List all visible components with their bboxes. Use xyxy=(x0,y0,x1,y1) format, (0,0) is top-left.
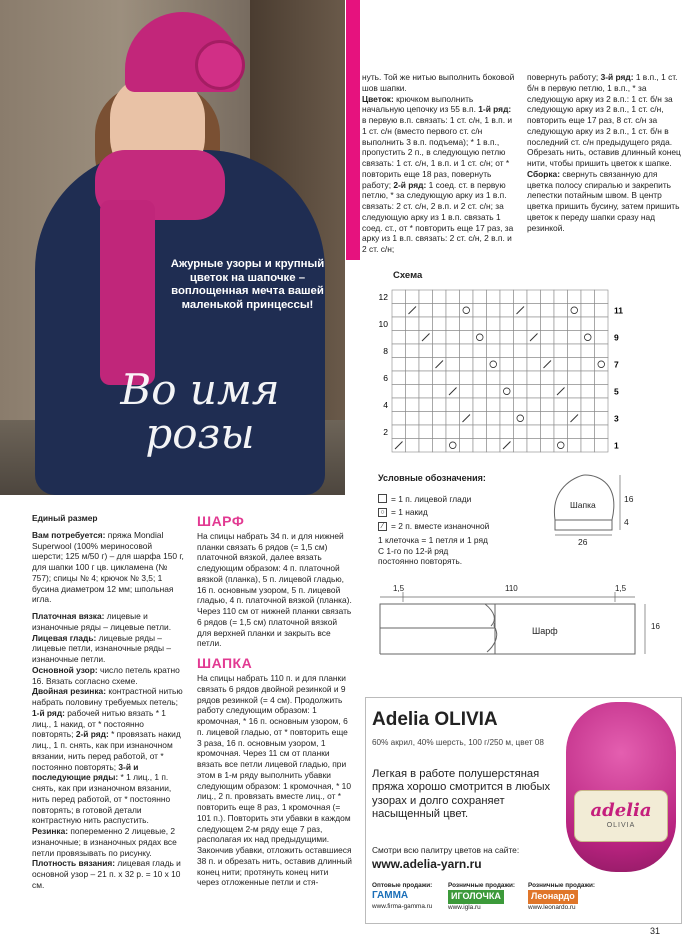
chart-cell xyxy=(500,358,514,372)
chart-cell xyxy=(527,371,541,385)
chart-cell xyxy=(568,331,582,345)
row3-label: 3-й ряд: xyxy=(600,72,634,82)
chart-cell xyxy=(392,371,406,385)
rib-text: попеременно 2 лицевые, 2 изнаночные; в изнаночных рядах все петли провязывать по рисунку. xyxy=(32,826,177,858)
chart-cell xyxy=(406,290,420,304)
chart-cell xyxy=(473,331,487,345)
chart-cell xyxy=(446,331,460,345)
chart-cell xyxy=(554,398,568,412)
chart-cell xyxy=(554,439,568,453)
chart-cell xyxy=(554,371,568,385)
chart-row-label: 12 xyxy=(378,292,388,302)
chart-cell xyxy=(419,398,433,412)
retail2-site[interactable]: www.leonardo.ru xyxy=(528,903,576,911)
chart-cell xyxy=(595,385,609,399)
scarf-dim-mid: 110 xyxy=(505,584,518,593)
chart-cell xyxy=(433,290,447,304)
chart-cell xyxy=(541,439,555,453)
chart-cell xyxy=(595,344,609,358)
chart-cell xyxy=(568,290,582,304)
chart-cell xyxy=(406,371,420,385)
chart-cell xyxy=(460,371,474,385)
chart-cell xyxy=(433,317,447,331)
chart-cell xyxy=(419,304,433,318)
chart-cell xyxy=(568,398,582,412)
legend xyxy=(378,473,538,567)
chart-cell xyxy=(487,344,501,358)
chart-cell xyxy=(460,439,474,453)
wholesale-label: Оптовые продажи: xyxy=(372,882,433,889)
chart-cell xyxy=(406,317,420,331)
skein-name: OLIVIA xyxy=(606,822,636,830)
rib-row1-label: 1-й ряд: xyxy=(32,707,65,718)
chart-cell xyxy=(473,344,487,358)
chart-cell xyxy=(581,439,595,453)
chart-row-label: 11 xyxy=(614,305,623,316)
garter-label: Платочная вязка: xyxy=(32,611,105,621)
ad-brand: Adelia xyxy=(372,709,430,730)
yarn-skein xyxy=(566,702,676,872)
chart-cell xyxy=(446,439,460,453)
chart-cell xyxy=(473,304,487,318)
chart-cell xyxy=(514,344,528,358)
chart-cell xyxy=(595,304,609,318)
chart-cell xyxy=(473,439,487,453)
rib-row3-text: * 1 лиц., 1 п. снять, как при изнаночном вязании, нить перед работой, от * постоянно повторять; в готовой детали контрастную нить распустить. xyxy=(32,772,172,826)
chart-cell xyxy=(554,331,568,345)
assembly-text: свернуть связанную для цветка полосу спиралью и закрепить лепестки потайным швом. В центр цветка пришить бусину, затем пришить цветок к переду шапки сразу над резинкой. xyxy=(527,168,680,233)
legend-yo: ○ = 1 накид xyxy=(378,507,538,518)
gauge-label: Плотность вязания: xyxy=(32,858,116,869)
chart-cell xyxy=(473,385,487,399)
chart-cell xyxy=(446,304,460,318)
chart-cell xyxy=(595,412,609,426)
chart-cell xyxy=(473,425,487,439)
double-rib-label: Двойная резинка: xyxy=(32,686,106,697)
double-rib-text: контрастной нитью набрать половину требуемых петель; xyxy=(32,686,183,707)
chart-cell xyxy=(581,290,595,304)
chart-cell xyxy=(419,371,433,385)
retail2-name: Леонардо xyxy=(528,890,578,904)
flower-instructions xyxy=(362,72,516,255)
chart-cell xyxy=(406,344,420,358)
chart-cell xyxy=(581,358,595,372)
chart-cell xyxy=(406,358,420,372)
chart-cell xyxy=(514,358,528,372)
chart-row-label: 1 xyxy=(614,440,619,451)
chart-cell xyxy=(406,385,420,399)
chart-cell xyxy=(514,371,528,385)
chart-cell xyxy=(446,358,460,372)
chart-cell xyxy=(514,425,528,439)
chart-cell xyxy=(487,317,501,331)
chart-cell xyxy=(527,344,541,358)
chart-cell xyxy=(460,358,474,372)
article-title xyxy=(60,365,340,459)
chart-cell xyxy=(500,412,514,426)
ad-site-note: Смотри всю палитру цветов на сайте: xyxy=(372,845,520,855)
schema-title: Схема xyxy=(393,270,423,281)
chart-cell xyxy=(419,385,433,399)
chart-cell xyxy=(554,317,568,331)
hat-dim-16: 16 xyxy=(624,494,634,504)
chart-cell xyxy=(500,344,514,358)
chart-cell xyxy=(568,385,582,399)
chart-cell xyxy=(595,371,609,385)
chart-cell xyxy=(487,290,501,304)
hat-label: Шапка xyxy=(570,500,596,510)
chart-cell xyxy=(392,425,406,439)
chart-cell xyxy=(541,425,555,439)
ad-retail2 xyxy=(528,882,600,920)
row1-text: в первую в.п. связать: 1 ст. с/н, 1 в.п. и 1 ст. с/н (вместо первого ст. с/н выполнить 3 в.п. подъема); * 1 в.п., пропустить 2 п., в следующую петлю связать: 1 ст. с/н, 1 в.п. и 1 ст. с/н; от * повторить еще 18 раз, повернуть работу; xyxy=(362,115,513,190)
scarf-hat-column xyxy=(197,511,352,888)
chart-cell xyxy=(392,398,406,412)
needed-label: Вам потребуется: xyxy=(32,529,106,540)
legend-title: Условные обозначения: xyxy=(378,473,486,483)
row3-text: 1 в.п., 1 ст. б/н в первую петлю, 1 в.п., * за следующую арку из 2 в.п.: 1 ст. б/н за следующую арку из 2 в.п., 1 ст. с/н, повторить еще 17 раз, 8 ст. с/н за следующую арку из 2 в.п., 1 ст. б/н в последний ст. с/н предыдущего ряда. Обрезать нить, оставив длинный конец нити, чтобы пришить цветок к шапке. xyxy=(527,72,681,168)
chart-cell xyxy=(419,425,433,439)
chart-cell xyxy=(541,290,555,304)
chart-row-label: 8 xyxy=(383,346,388,356)
chart-cell xyxy=(581,371,595,385)
chart-cell xyxy=(433,439,447,453)
chart-cell xyxy=(554,425,568,439)
row2-label: 2-й ряд: xyxy=(393,179,427,190)
chart-cell xyxy=(581,385,595,399)
ad-wholesale xyxy=(372,882,440,920)
flower-instructions-cont xyxy=(527,72,681,233)
wholesale-name: ГАММА xyxy=(372,890,409,902)
chart-cell xyxy=(446,371,460,385)
chart-cell xyxy=(500,385,514,399)
chart-cell xyxy=(581,331,595,345)
chart-cell xyxy=(541,317,555,331)
retail1-name: ИГОЛОЧКА xyxy=(448,890,504,904)
chart-cell xyxy=(514,385,528,399)
chart-cell xyxy=(433,385,447,399)
chart-cell xyxy=(460,317,474,331)
row2-text: 1 соед. ст. в первую петлю, * за следующую арку из 1 в.п. связать: 2 ст. с/н, 2 в.п. и 2 ст. с/н; за следующую арку из 1 в.п. связать 1 соед. ст., от * повторить еще 17 раз, за арку из 1 в.п. связать: 2 ст. с/н, 2 в.п. и 2 ст. с/н; xyxy=(362,179,514,254)
materials-column xyxy=(32,513,185,891)
chart-cell xyxy=(541,398,555,412)
title-line-1: Во имя xyxy=(120,365,280,414)
chart-cell xyxy=(487,358,501,372)
chart-cell xyxy=(581,317,595,331)
chart-cell xyxy=(527,385,541,399)
scarf-heading: ШАРФ xyxy=(197,513,245,529)
chart-cell xyxy=(595,358,609,372)
chart-cell xyxy=(392,412,406,426)
chart-cell xyxy=(406,439,420,453)
chart-cell xyxy=(487,439,501,453)
chart-cell xyxy=(527,439,541,453)
legend-p2tog: ⁄ = 2 п. вместе изнаночной xyxy=(378,521,538,532)
hat-text: На спицы набрать 110 п. и для планки связать 6 рядов двойной резинкой и 9 рядов резинкой (= 4 см). Продолжить работу следующим образом: 1 кромочная, * 16 п. основным узором, 6 п. лицевой гладью, от * повторить еще 3 раза, 16 п. основным узором, 1 кромочная. Через 11 см от планки вязать все петли лицевой гладью, при этом в 1-м ряду выполнить убавки следующим образом: 1 кромочная, * 10 лиц., 2 п. провязать вместе лиц., от * повторить еще 8 раз, 1 кромочная (= 101 п.). Повторить эти убавки в каждом следующем 2-м ряду еще 7 раз, располагая их над предыдущими. Закончив убавки, отложить оставшиеся 38 п. и обрезать нить, оставив длинный конец нити; протянуть конец нити через отложенные петли и стя- xyxy=(197,673,352,888)
scarf-label: Шарф xyxy=(532,626,558,636)
chart-cell xyxy=(541,412,555,426)
ad-slogan: Легкая в работе полушерстяная пряжа хорошо смотрится в любых узорах и долго сохраняет насыщенный цвет. xyxy=(372,768,551,821)
chart-cell xyxy=(514,290,528,304)
ad-retail1 xyxy=(448,882,520,920)
chart-row-label: 2 xyxy=(383,427,388,437)
chart-cell xyxy=(433,344,447,358)
chart-cell xyxy=(527,398,541,412)
page-number: 31 xyxy=(650,926,661,936)
chart-cell xyxy=(392,385,406,399)
chart-cell xyxy=(514,398,528,412)
ad-composition: 60% акрил, 40% шерсть, 100 г/250 м, цвет 08 xyxy=(372,738,544,747)
chart-cell xyxy=(460,344,474,358)
chart-cell xyxy=(406,398,420,412)
chart-cell xyxy=(419,439,433,453)
chart-cell xyxy=(392,290,406,304)
chart-cell xyxy=(514,331,528,345)
chart-cell xyxy=(581,412,595,426)
chart-cell xyxy=(433,412,447,426)
chart-cell xyxy=(527,290,541,304)
chart-cell xyxy=(419,290,433,304)
skein-brand: adelia xyxy=(590,800,652,821)
chart-cell xyxy=(568,304,582,318)
chart-cell xyxy=(460,331,474,345)
chart-cell xyxy=(392,358,406,372)
legend-note-2: С 1-го по 12-й ряд постоянно повторять. xyxy=(378,545,463,567)
chart-cell xyxy=(595,331,609,345)
chart-cell xyxy=(487,304,501,318)
yarn-advertisement xyxy=(365,697,682,924)
chart-cell xyxy=(433,371,447,385)
chart-cell xyxy=(419,412,433,426)
chart-cell xyxy=(487,331,501,345)
chart-cell xyxy=(595,425,609,439)
chart-cell xyxy=(541,331,555,345)
blank-cell-icon xyxy=(378,494,387,503)
chart-cell xyxy=(554,412,568,426)
chart-row-label: 4 xyxy=(383,400,388,410)
main-pattern-text: число петель кратно 16. Вязать согласно схеме. xyxy=(32,664,180,686)
chart-cell xyxy=(419,344,433,358)
chart-cell xyxy=(460,425,474,439)
chart-cell xyxy=(433,331,447,345)
rib-row2-label: 2-й ряд: xyxy=(75,729,109,740)
chart-cell xyxy=(500,425,514,439)
stockinette-text: лицевые ряды – лицевые петли, изнаночные ряды – изнаночные петли. xyxy=(32,632,172,664)
ad-product: OLIVIA xyxy=(434,709,498,730)
chart-cell xyxy=(581,398,595,412)
chart-cell xyxy=(527,425,541,439)
chart-cell xyxy=(514,412,528,426)
chart-cell xyxy=(487,398,501,412)
chart-cell xyxy=(460,385,474,399)
chart-cell xyxy=(446,317,460,331)
garter-text: лицевые и изнаночные ряды – лицевые петли. xyxy=(32,611,172,632)
chart-cell xyxy=(581,425,595,439)
chart-row-label: 3 xyxy=(614,413,619,424)
chart-row-label: 7 xyxy=(614,359,619,370)
chart-cell xyxy=(527,317,541,331)
stockinette-label: Лицевая гладь: xyxy=(32,632,97,643)
flower-text: крючком выполнить начальную цепочку из 55 в.п. xyxy=(362,93,476,115)
chart-cell xyxy=(500,317,514,331)
text-turn: повернуть работу; xyxy=(527,72,599,82)
chart-cell xyxy=(446,412,460,426)
chart-cell xyxy=(541,304,555,318)
chart-cell xyxy=(433,304,447,318)
skein-label xyxy=(574,790,668,842)
rib-row1-text: рабочей нитью вязать * 1 лиц., 1 накид, от * постоянно повторять; xyxy=(32,707,166,740)
row1-label: 1-й ряд: xyxy=(478,104,512,115)
chart-cell xyxy=(568,425,582,439)
chart-cell xyxy=(446,425,460,439)
chart-cell xyxy=(473,371,487,385)
scarf-dim-right: 1,5 xyxy=(615,584,627,593)
chart-cell xyxy=(554,358,568,372)
chart-cell xyxy=(581,304,595,318)
chart-cell xyxy=(392,344,406,358)
chart-cell xyxy=(568,439,582,453)
chart-cell xyxy=(487,371,501,385)
chart-cell xyxy=(487,425,501,439)
circle-cell-icon: ○ xyxy=(378,508,387,517)
chart-cell xyxy=(473,358,487,372)
legend-note-1: 1 клеточка = 1 петля и 1 ряд xyxy=(378,534,488,545)
chart-cell xyxy=(527,304,541,318)
chart-cell xyxy=(487,385,501,399)
flower-label: Цветок: xyxy=(362,93,394,104)
rib-row2-text: * провязать накид лиц., 1 п. снять, как при изнаночном вязании, нить перед работой, от * постоянно повторять; xyxy=(32,729,181,772)
chart-cell xyxy=(446,398,460,412)
chart-cell xyxy=(433,425,447,439)
chart-cell xyxy=(500,398,514,412)
chart-cell xyxy=(446,290,460,304)
chart-cell xyxy=(406,331,420,345)
chart-cell xyxy=(514,317,528,331)
ad-footer xyxy=(372,882,676,920)
chart-cell xyxy=(568,344,582,358)
gauge-text: лицевая гладь и основной узор – 21 п. x 32 р. = 10 x 10 см. xyxy=(32,858,181,890)
retail2-label: Розничные продажи: xyxy=(528,882,596,889)
title-line-2: розы xyxy=(145,409,255,459)
needed-text: пряжа Mondial Superwool (100% мериносовой шерсти; 125 м/50 г) – для шарфа 150 г, для шапки 100 г цв. цикламена (№ 757); спицы № 4; крючок № 3,5; 1 бусина диаметром 12 мм; шпольная игла. xyxy=(32,529,184,605)
chart-cell xyxy=(568,358,582,372)
chart-cell xyxy=(419,358,433,372)
chart-cell xyxy=(500,290,514,304)
chart-row-label: 5 xyxy=(614,386,619,397)
chart-cell xyxy=(500,371,514,385)
scarf-dim-h: 16 xyxy=(651,622,660,631)
chart-cell xyxy=(392,331,406,345)
size-label: Единый размер xyxy=(32,513,98,523)
chart-cell xyxy=(446,344,460,358)
chart-cell xyxy=(460,290,474,304)
scarf-diagram xyxy=(375,592,665,667)
chart-cell xyxy=(514,439,528,453)
chart-cell xyxy=(500,304,514,318)
retail1-site[interactable]: www.igla.ru xyxy=(448,903,481,911)
rib-label: Резинка: xyxy=(32,826,69,836)
chart-cell xyxy=(392,304,406,318)
scarf-dim-left: 1,5 xyxy=(393,584,405,593)
chart-cell xyxy=(595,290,609,304)
chart-cell xyxy=(568,371,582,385)
chart-cell xyxy=(473,317,487,331)
chart-cell xyxy=(433,398,447,412)
hat-dim-26: 26 xyxy=(578,537,588,547)
chart-row-label: 10 xyxy=(378,319,388,329)
chart-cell xyxy=(392,317,406,331)
ad-title xyxy=(372,708,498,732)
hat-dim-4: 4 xyxy=(624,517,629,527)
retail1-label: Розничные продажи: xyxy=(448,882,516,889)
chart-cell xyxy=(460,398,474,412)
chart-cell xyxy=(419,317,433,331)
legend-knit: = 1 п. лицевой глади xyxy=(378,494,538,505)
ad-site[interactable]: www.adelia-yarn.ru xyxy=(372,857,482,871)
chart-cell xyxy=(473,290,487,304)
knitting-chart xyxy=(370,282,635,457)
photo-caption: Ажурные узоры и крупный цветок на шапочке – воплощенная мечта вашей маленькой принцессы! xyxy=(170,258,325,312)
chart-cell xyxy=(527,412,541,426)
chart-cell xyxy=(595,398,609,412)
chart-cell xyxy=(541,371,555,385)
scarf-text: На спицы набрать 34 п. и для нижней планки связать 6 рядов (= 1,5 см) платочной вязкой, далее вязать следующим образом: 4 п. платочной вязкой (планка), 5 п. лицевой гладью, 16 п. основным узором, 5 п. лицевой гладью, 4 п. платочной вязкой (планка). Через 110 см от нижней планки связать 6 рядов (= 1,5 см) платочной вязкой для верхней планки и закрыть все петли. xyxy=(197,530,352,649)
chart-cell xyxy=(554,304,568,318)
chart-cell xyxy=(554,344,568,358)
chart-cell xyxy=(541,385,555,399)
chart-cell xyxy=(473,398,487,412)
main-pattern-label: Основной узор: xyxy=(32,664,98,675)
chart-cell xyxy=(568,317,582,331)
chart-cell xyxy=(541,344,555,358)
chart-cell xyxy=(500,331,514,345)
rib-row3-label: 3-й и последующие ряды: xyxy=(32,761,139,783)
chart-cell xyxy=(581,344,595,358)
text-seam: нуть. Той же нитью выполнить боковой шов шапки. xyxy=(362,72,515,93)
assembly-label: Сборка: xyxy=(527,168,560,179)
chart-cell xyxy=(406,412,420,426)
chart-cell xyxy=(595,317,609,331)
chart-cell xyxy=(595,439,609,453)
chart-cell xyxy=(460,304,474,318)
chart-cell xyxy=(527,358,541,372)
chart-cell xyxy=(406,425,420,439)
chart-cell xyxy=(487,412,501,426)
chart-cell xyxy=(473,412,487,426)
chart-row-label: 6 xyxy=(383,373,388,383)
chart-row-label: 9 xyxy=(614,332,619,343)
pink-accent-bar xyxy=(346,0,360,260)
chart-cell xyxy=(554,290,568,304)
slash-cell-icon: ⁄ xyxy=(378,522,387,531)
wholesale-site[interactable]: www.firma-gamma.ru xyxy=(372,902,433,910)
hat-heading: ШАПКА xyxy=(197,655,253,672)
